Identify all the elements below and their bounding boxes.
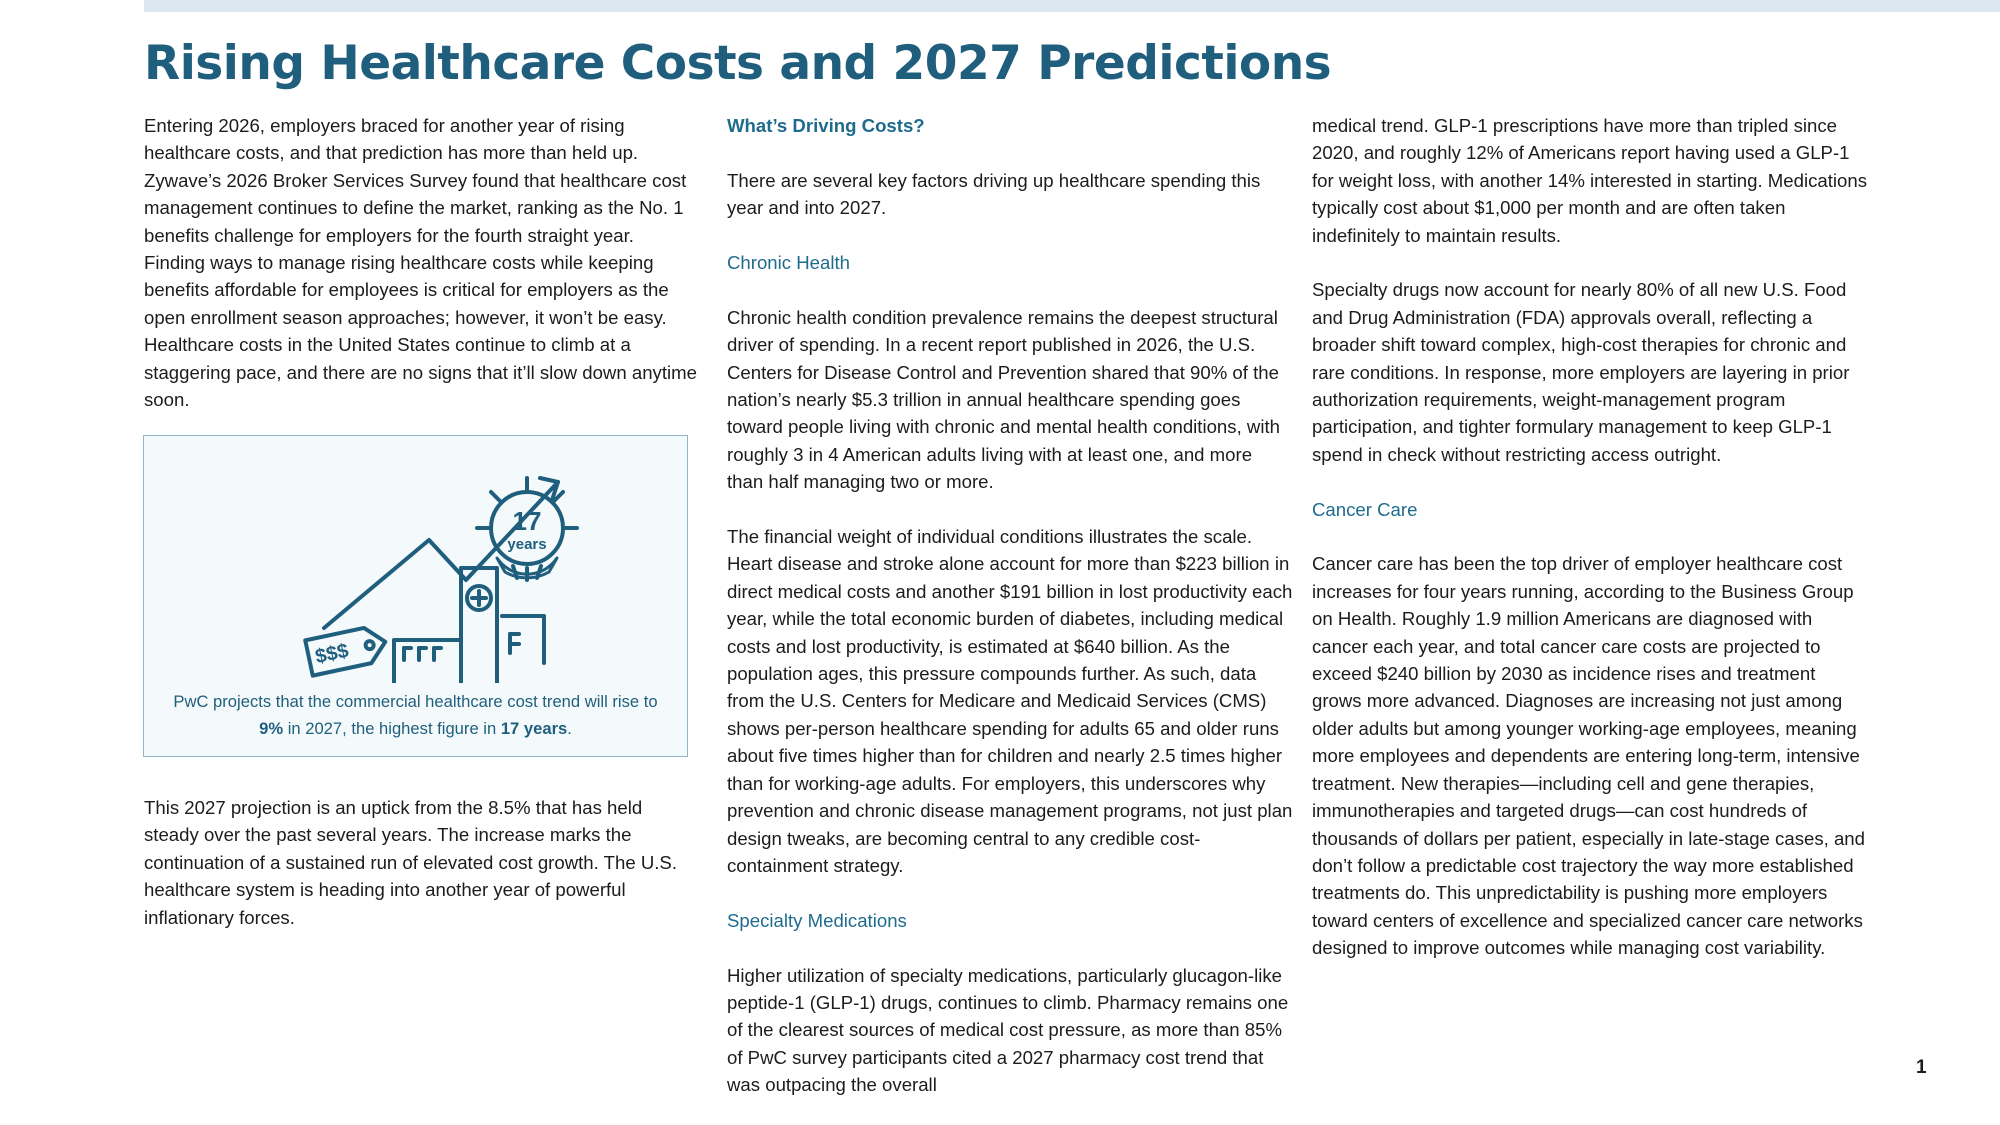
subheading-cancer-care: Cancer Care xyxy=(1312,498,1418,520)
rising-cost-illustration xyxy=(234,448,604,683)
projection-paragraph: This 2027 projection is an uptick from the 8.5% that has held steady over the past several years. The increase marks the continuation of a sustained run of elevated cost growth. The U.S. healthcare system is heading into another year of powerful inflationary forces. xyxy=(144,797,677,928)
column-2 xyxy=(727,112,1293,1099)
section-heading-driving-costs: What’s Driving Costs? xyxy=(727,115,925,136)
cancer-care-paragraph: Cancer care has been the top driver of employer healthcare cost increases for four years running, according to the Business Group on Health. Roughly 1.9 million Americans are diagnosed with cancer each year, and total cancer care costs are projected to exceed $240 billion by 2030 as incidence rises and treatment grows more advanced. Diagnoses are increasing not just among older adults but among younger working-age employees, meaning more employees and dependents are entering long-term, intensive treatment. New therapies—including cell and gene therapies, immunotherapies and targeted drugs—can cost hundreds of thousands of dollars per patient, especially in late-stage cases, and don’t follow a predictable cost trajectory the way more established treatments do. This unpredictability is pushing more employers toward centers of excellence and specialized cancer care networks designed to improve outcomes while managing cost variability. xyxy=(1312,553,1865,959)
column-3 xyxy=(1312,112,1868,962)
page-number: 1 xyxy=(1916,1057,1927,1078)
specialty-medications-paragraph-1-continued: medical trend. GLP-1 prescriptions have more than tripled since 2020, and roughly 12% of Americans report having used a GLP-1 for weight loss, with another 14% interested in starting. Medications typically cost about $1,000 per month and are often taken indefinitely to maintain results. xyxy=(1312,115,1867,246)
callout-percent: 9% xyxy=(259,719,284,738)
subheading-specialty-medications: Specialty Medications xyxy=(727,909,907,931)
callout-text-end: . xyxy=(567,719,572,738)
chronic-health-paragraph-2: The financial weight of individual conditions illustrates the scale. Heart disease and stroke alone account for more than $223 billion in direct medical costs and another $191 billion in lost productivity each year, while the total economic burden of diabetes, including medical costs and lost productivity, is estimated at $640 billion. As the population ages, this pressure compounds further. As such, data from the U.S. Centers for Medicare and Medicaid Services (CMS) shows per-person healthcare spending for adults 65 and older runs about five times higher than for children and nearly 2.5 times higher than for working-age adults. For employers, this underscores why prevention and chronic disease management programs, not just plan design tweaks, are becoming central to any credible cost-containment strategy. xyxy=(727,526,1293,876)
callout-caption xyxy=(164,688,667,742)
specialty-medications-paragraph-2: Specialty drugs now account for nearly 80% of all new U.S. Food and Drug Administration (FDA) approvals overall, reflecting a broader shift toward complex, high-cost therapies for chronic and rare conditions. In response, more employers are layering in prior authorization requirements, weight-management program participation, and tighter formulary management to keep GLP-1 spend in check without restricting access outright. xyxy=(1312,279,1850,465)
intro-paragraph: Entering 2026, employers braced for another year of rising healthcare costs, and that prediction has more than held up. Zywave’s 2026 Broker Services Survey found that healthcare cost management continues to define the market, ranking as the No. 1 benefits challenge for employers for the fourth straight year. Finding ways to manage rising healthcare costs while keeping benefits affordable for employees is critical for employers as the open enrollment season approaches; however, it won’t be easy. Healthcare costs in the United States continue to climb at a staggering pace, and there are no signs that it’ll slow down anytime soon. xyxy=(144,115,697,411)
chronic-health-paragraph-1: Chronic health condition prevalence remains the deepest structural driver of spending. In a recent report published in 2026, the U.S. Centers for Disease Control and Prevention shared that 90% of the nation’s nearly $5.3 trillion in annual healthcare spending goes toward people living with chronic and mental health conditions, with roughly 3 in 4 American adults living with at least one, and more than half managing two or more. xyxy=(727,306,1280,493)
column-1 xyxy=(144,112,700,413)
callout-text-middle: in 2027, the highest figure in xyxy=(283,719,501,738)
subheading-chronic-health: Chronic Health xyxy=(727,252,850,273)
top-accent-bar xyxy=(144,0,2000,12)
callout-text-start: PwC projects that the commercial healthcare cost trend will rise to xyxy=(173,692,658,711)
specialty-medications-paragraph-1: Higher utilization of specialty medications, particularly glucagon-like peptide-1 (GLP-1) drugs, continues to climb. Pharmacy remains one of the clearest sources of medical cost pressure, as more than 85% of PwC survey participants cited a 2027 pharmacy cost trend that was outpacing the overall xyxy=(727,964,1289,1096)
driving-costs-intro: There are several key factors driving up healthcare spending this year and into 2027. xyxy=(727,169,1261,219)
trend-arrow-icon xyxy=(324,482,558,628)
callout-years: 17 years xyxy=(500,719,568,738)
badge-unit: years xyxy=(507,536,547,553)
page-title: Rising Healthcare Costs and 2027 Predictions xyxy=(144,36,1332,91)
badge-number: 17 xyxy=(512,506,542,536)
price-tag-label: $$$ xyxy=(313,639,351,669)
cost-trend-callout xyxy=(143,435,688,757)
